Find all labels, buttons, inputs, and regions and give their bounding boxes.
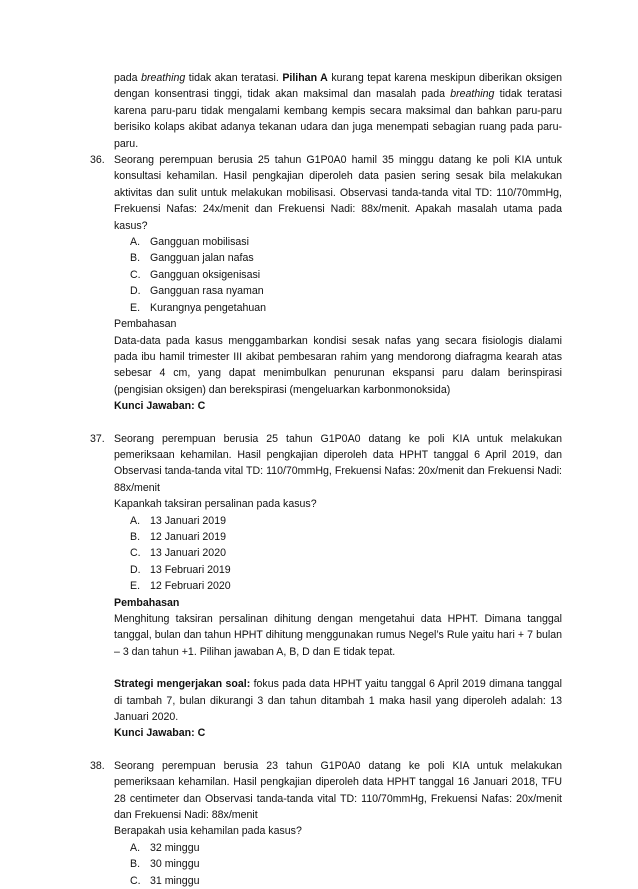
spacer (90, 660, 562, 676)
option-letter: D. (130, 285, 141, 298)
option-d (130, 562, 562, 578)
options-36 (90, 234, 562, 316)
option-text: Gangguan oksigenisasi (150, 268, 261, 281)
intro-text-3: kurang tepat karena meskipun diberikan oksigen dengan konsentrasi tinggi, tidak akan maksimal dan masalah pada (114, 72, 563, 101)
option-b (130, 856, 562, 872)
options-37 (90, 513, 562, 595)
option-text: 12 Februari 2020 (150, 580, 231, 593)
option-text: 30 minggu (150, 858, 200, 871)
option-c (130, 545, 562, 561)
intro-text-1: pada (114, 72, 142, 84)
option-e (130, 300, 562, 316)
intro-pilihan-a: Pilihan A (282, 72, 328, 84)
strategi-text: fokus pada data HPHT yaitu tanggal 6 April 2019 dimana tanggal di tambah 7, bulan dikurangi 3 dan tahun ditambah 1 maka hasil yang diperoleh adalah: 13 Januari 2020. (114, 678, 562, 724)
intro-breathing-1: breathing (141, 72, 186, 84)
option-letter: B. (130, 252, 141, 265)
option-text: Gangguan rasa nyaman (150, 285, 264, 298)
option-b (130, 250, 562, 266)
option-text: Kurangnya pengetahuan (150, 301, 267, 314)
spacer (90, 415, 562, 431)
option-d (130, 283, 562, 299)
answer-key: Kunci Jawaban: C (114, 727, 206, 740)
option-text: 13 Januari 2019 (150, 514, 226, 527)
option-letter: E. (130, 580, 141, 593)
document-page (90, 70, 562, 889)
intro-paragraph (90, 70, 562, 152)
pembahasan-title: Pembahasan (114, 318, 177, 331)
question-stem: Seorang perempuan berusia 23 tahun G1P0A0 datang ke poli KIA untuk melakukan pemeriksaan kehamilan. Hasil pengkajian diperoleh data HPHT tanggal 16 Januari 2018, TFU 28 centimeter dan Observasi tanda-tanda vital TD: 110/70mmHg, Frekuensi Nafas: 20x/menit dan Frekuensi Nadi: 88x/menit (114, 759, 562, 822)
option-b (130, 529, 562, 545)
option-text: 31 minggu (150, 874, 200, 887)
options-38 (90, 840, 562, 889)
question-stem: Seorang perempuan berusia 25 tahun G1P0A0 hamil 35 minggu datang ke poli KIA untuk konsultasi kehamilan. Hasil pengkajian diperoleh data pasien sering sesak bila melakukan aktivitas dan sulit untuk melakukan mobilisasi. Observasi tanda-tanda vital TD: 110/70mmHg, Frekuensi Nafas: 24x/menit dan Frekuensi Nadi: 88x/menit. Apakah masalah utama pada kasus? (114, 154, 562, 232)
option-a (130, 840, 562, 856)
spacer (90, 742, 562, 758)
option-text: Gangguan jalan nafas (150, 252, 254, 265)
question-stem: Seorang perempuan berusia 25 tahun G1P0A0 datang ke poli KIA untuk melakukan pemeriksaan kehamilan. Hasil pengkajian diperoleh data HPHT tanggal 6 April 2019, dan Observasi tanda-tanda vital TD: 110/70mmHg, Frekuensi Nafas: 20x/menit dan Frekuensi Nadi: 88x/menit (114, 432, 562, 494)
option-text: 13 Januari 2020 (150, 547, 226, 560)
intro-text-4: tidak teratasi karena paru-paru tidak mengalami kembang kempis secara maksimal dan bahkan paru-paru berisiko kolaps akibat adanya tekanan udara dan juga menempati sebagian ruang pada paru-paru. (114, 88, 562, 150)
option-c (130, 873, 562, 889)
option-letter: A. (130, 841, 141, 854)
pembahasan-title: Pembahasan (114, 596, 180, 609)
option-letter: E. (130, 301, 141, 314)
intro-breathing-2: breathing (450, 88, 495, 101)
option-letter: B. (130, 530, 141, 543)
question-38 (90, 758, 562, 840)
intro-text-2: tidak akan teratasi. (185, 72, 283, 84)
question-prompt: Kapankah taksiran persalinan pada kasus? (114, 498, 317, 511)
option-letter: C. (130, 874, 141, 887)
option-letter: A. (130, 514, 141, 527)
option-letter: C. (130, 268, 141, 281)
option-c (130, 267, 562, 283)
option-text: 13 Februari 2019 (150, 563, 231, 576)
option-letter: A. (130, 236, 141, 249)
pembahasan-text: Data-data pada kasus menggambarkan kondisi sesak nafas yang secara fisiologis dialami pada ibu hamil trimester III akibat pembesaran rahim yang mendorong diafragma kearah atas sebesar 4 cm, yang dapat menimbulkan penurunan ekspansi paru dalam berinspirasi (pengisian oksigen) dan berekspirasi (mengeluarkan karbonmonoksida) (114, 334, 562, 396)
question-36 (90, 152, 562, 234)
option-a (130, 234, 562, 250)
option-letter: C. (130, 547, 141, 560)
strategi-paragraph (90, 676, 562, 725)
question-number: 36. (90, 154, 105, 167)
question-number: 37. (90, 432, 105, 445)
option-text: 32 minggu (150, 841, 200, 854)
question-number: 38. (90, 759, 105, 772)
question-prompt: Berapakah usia kehamilan pada kasus? (114, 825, 302, 838)
pembahasan-text: Menghitung taksiran persalinan dihitung dengan mengetahui data HPHT. Dimana tanggal tanggal, bulan dan tahun HPHT dihitung menggunakan rumus Negel’s Rule yaitu hari + 7 bulan – 3 dan tahun +1. Pilihan jawaban A, B, D dan E tidak tepat. (114, 613, 562, 658)
option-text: 12 Januari 2019 (150, 530, 226, 543)
question-37 (90, 431, 562, 513)
option-letter: B. (130, 858, 141, 871)
strategi-label: Strategi mengerjakan soal: (114, 678, 251, 691)
option-letter: D. (130, 563, 141, 576)
answer-key: Kunci Jawaban: C (114, 400, 206, 413)
option-e (130, 578, 562, 594)
option-text: Gangguan mobilisasi (150, 236, 249, 249)
option-a (130, 513, 562, 529)
